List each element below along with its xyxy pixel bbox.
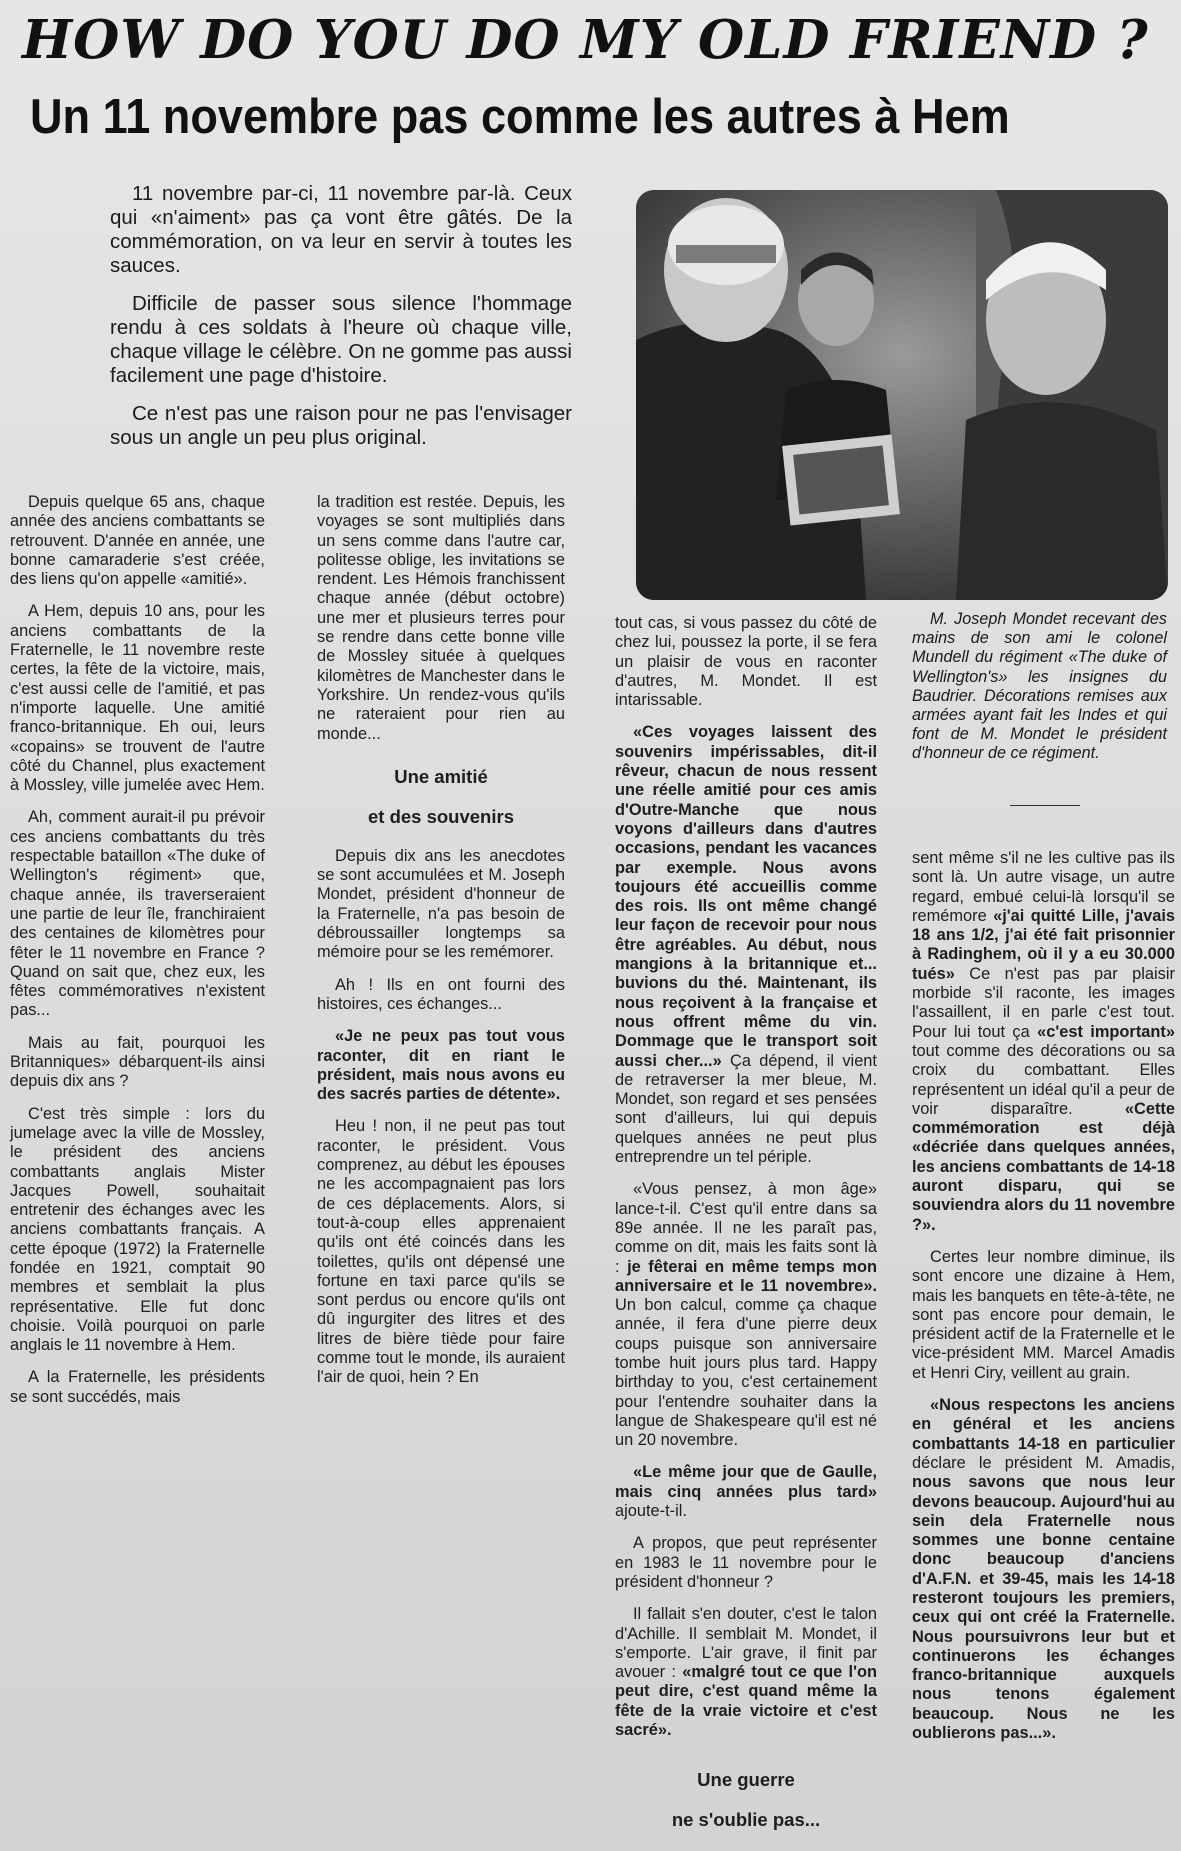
paragraph	[912, 849, 1175, 1235]
text: déclare le président M. Amadis,	[912, 1453, 1175, 1472]
quote: nous savons que nous leur devons beaucoup. Aujourd'hui au sein dela Fraternelle nous sommes une bonne centaine donc beaucoup d'anciens d'A.F.N. et 39-45, mais les 14-18 resteront toujours les premiers, ceux qui ont créé la Fraternelle. Nous poursuivrons leur but et continuerons les échanges franco-britannique auxquels nous tenons également beaucoup. Nous ne les oublierons pas...».	[912, 1473, 1175, 1743]
quote: «Je ne peux pas tout vous raconter, dit en riant le président, mais nous avons eu des sacrés parties de détente».	[317, 1027, 565, 1104]
photo-illustration	[636, 190, 1168, 600]
paragraph: Ah, comment aurait-il pu prévoir ces anciens combattants du très respectable bataillon «The duke of Wellington's régiment» que, chaque année, ils traverseraient une partie de leur île, franchiraient des centaines de kilomètres pour fêter le 11 novembre en France ? Quand on sait que, chez eux, les fêtes commémoratives n'existent pas...	[10, 808, 265, 1020]
subhead-line: Une amitié	[394, 765, 488, 787]
subhead-friendship	[317, 757, 565, 837]
article-photo	[636, 190, 1168, 600]
paragraph: tout cas, si vous passez du côté de chez lui, poussez la porte, il se fera un plaisir de vous en raconter d'autres, M. Mondet. Il est intarissable.	[615, 614, 877, 710]
photo-caption	[912, 610, 1167, 764]
text: Ça dépend, il vient de retraverser la mer bleue, M. Mondet, son regard et ses pensées sont d'ailleurs, lui qui depuis quelques années ne peut plus entreprendre un tel périple.	[615, 1051, 877, 1167]
column-3	[615, 614, 877, 1850]
paragraph	[615, 1180, 877, 1450]
text: Un bon calcul, comme ça chaque année, il fera d'une pierre deux coups puisque son anniversaire tombe huit jours plus tard. Happy birthday to you, c'est certainement pour l'entendre souhaiter dans la langue de Shakespeare qu'il est né un 20 novembre.	[615, 1296, 877, 1450]
paragraph: A Hem, depuis 10 ans, pour les anciens combattants de la Fraternelle, le 11 novembre reste certes, la fête de la victoire, mais, c'est aussi celle de l'amitié, et pas n'importe laquelle. Une amitié franco-britannique. Eh oui, leurs «copains» se trouvent de l'autre côté du Channel, plus exactement à Mossley, ville jumelée avec Hem.	[10, 602, 265, 795]
text: Ce n'est pas par plaisir morbide s'il raconte, les images l'assaillent, il en parle c'est tout. Pour lui tout ça	[912, 964, 1175, 1041]
intro-paragraph: 11 novembre par-ci, 11 novembre par-là. Ceux qui «n'aiment» pas ça vont être gâtés. De la commémoration, on va leur en servir à toutes les sauces.	[110, 182, 572, 277]
column-1	[10, 493, 265, 1420]
paragraph: Depuis quelque 65 ans, chaque année des anciens combattants se retrouvent. D'année en année, une bonne camaraderie s'est créée, des liens qu'on appelle «amitié».	[10, 493, 265, 589]
paragraph: C'est très simple : lors du jumelage avec la ville de Mossley, le président des anciens combattants anglais Mister Jacques Powell, souhaitait entretenir des échanges avec les anciens combattants français. A cette époque (1972) la Fraternelle fondée en 1921, comptait 90 membres et semblait la plus représentative. Elle fut donc choisie. Voilà pourquoi on parle anglais le 11 novembre à Hem.	[10, 1104, 265, 1355]
paragraph	[615, 1605, 877, 1740]
quote-paragraph	[317, 1027, 565, 1104]
paragraph	[615, 1463, 877, 1521]
intro-paragraph: Ce n'est pas une raison pour ne pas l'envisager sous un angle un peu plus original.	[110, 402, 572, 449]
quote: «malgré tout ce que l'on peut dire, c'est quand même la fête de la vraie victoire et c'est sacré».	[615, 1663, 877, 1740]
article-headline: Un 11 novembre pas comme les autres à Hem	[30, 90, 1010, 144]
text: ajoute-t-il.	[615, 1502, 687, 1521]
quote: je fêterai en même temps mon anniversaire et le 11 novembre».	[615, 1257, 877, 1295]
article-intro	[110, 182, 572, 464]
article-kicker: HOW DO YOU DO MY OLD FRIEND ?	[22, 9, 1149, 71]
paragraph: Mais au fait, pourquoi les Britanniques» débarquent-ils ainsi depuis dix ans ?	[10, 1033, 265, 1091]
caption-text: M. Joseph Mondet recevant des mains de son ami le colonel Mundell du régiment «The duke of Wellington's» les insignes du Baudrier. Décorations remises aux armées ayant fait les Indes et qui font de M. Mondet le président d'honneur de ce régiment.	[912, 610, 1167, 763]
paragraph: Certes leur nombre diminue, ils sont encore une dizaine à Hem, mais les banquets en tête-à-tête, ne sont pas encore pour demain, le président actif de la Fraternelle et le vice-président MM. Marcel Amadis et Henri Ciry, veillent au grain.	[912, 1247, 1175, 1382]
subhead-line: et des souvenirs	[367, 805, 514, 827]
paragraph: Ah ! Ils en ont fourni des histoires, ces échanges...	[317, 975, 565, 1013]
paragraph: A la Fraternelle, les présidents se sont succédés, mais	[10, 1368, 265, 1406]
text: «Vous pensez, à mon âge» lance-t-il. C'est qu'il entre dans sa 89e année. Il ne les paraît pas, comme on dit, mais les faits sont là :	[615, 1180, 877, 1276]
column-2	[317, 493, 565, 1401]
text: sent même s'il ne les cultive pas ils sont là. Un autre visage, un autre regard, embué celui-là lorsqu'il se remémore	[912, 849, 1175, 925]
paragraph: A propos, que peut représenter en 1983 le 11 novembre pour le président d'honneur ?	[615, 1534, 877, 1591]
quote: «Le même jour que de Gaulle, mais cinq années plus tard»	[615, 1463, 877, 1501]
paragraph: Heu ! non, il ne peut pas tout raconter, le président. Vous comprenez, au début les épouses ne les accompagnaient pas lors de ces déplacements. Alors, si tout-à-coup elles apprenaient qu'ils ont été coincés dans les toilettes, qu'ils ont dépensé une fortune en taxi parce qu'ils se sont perdus ou encore qu'ils ont dû ingurgiter des litres et des litres de bière tiède pour faire comme tout le monde, ils auraient l'air de quoi, hein ? En	[317, 1117, 565, 1387]
caption-divider	[1010, 805, 1080, 806]
text: tout comme des décorations ou sa croix du combattant. Elles représentent un idéal qu'il a peur de voir disparaître.	[912, 1041, 1175, 1118]
subhead-line: Une guerre	[697, 1769, 795, 1791]
quote: «c'est important»	[1037, 1022, 1175, 1041]
intro-paragraph: Difficile de passer sous silence l'hommage rendu à ces soldats à l'heure où chaque ville, chaque village le célèbre. On ne gomme pas aussi facilement une page d'histoire.	[110, 292, 572, 387]
subhead-war	[615, 1760, 877, 1840]
quote: «j'ai quitté Lille, j'avais 18 ans 1/2, j'ai été fait prisonnier à Radinghem, où il y a eu 30.000 tués»	[912, 906, 1175, 983]
paragraph: la tradition est restée. Depuis, les voyages se sont multipliés dans un sens comme dans l'autre car, politesse oblige, les invitations se rendent. Les Hémois franchissent chaque année (début octobre) une mer et plusieurs terres pour se rendre dans cette bonne ville de Mossley située à quelques kilomètres de Manchester dans le Yorkshire. Un rendez-vous qu'ils ne rateraient pour rien au monde...	[317, 493, 565, 743]
subhead-line: ne s'oublie pas...	[671, 1809, 821, 1831]
quote-paragraph	[615, 723, 877, 1167]
quote: «Nous respectons les anciens en général et les anciens combattants 14-18 en particulier	[912, 1396, 1175, 1453]
column-4	[912, 849, 1175, 1756]
paragraph	[912, 1396, 1175, 1743]
quote: «Cette commémoration est déjà «décriée dans quelques années, les anciens combattants de 14-18 auront disparu, qui se souviendra alors du 11 novembre ?».	[912, 1099, 1175, 1234]
quote: «Ces voyages laissent des souvenirs impérissables, dit-il rêveur, chacun de nous ressent une réelle amitié pour ces amis d'Outre-Manche que nous voyons d'ailleurs dans d'autres occasions, pendant les vacances par exemple. Nous avons toujours été accueillis comme des rois. Ils ont même changé leur façon de recevoir pour nous être agréables. Au début, nous mangions à la britannique et... buvions du thé. Maintenant, ils nous reçoivent à la française et nous offrent même du vin. Dommage que le transport soit aussi cher...»	[615, 723, 877, 1070]
text: Il fallait s'en douter, c'est le talon d'Achille. Il semblait M. Mondet, il s'emporte. L'air grave, il finit par avouer :	[615, 1605, 877, 1682]
paragraph: Depuis dix ans les anecdotes se sont accumulées et M. Joseph Mondet, président d'honneur de la Fraternelle, n'a pas besoin de débroussailler longtemps sa mémoire pour se les remémorer.	[317, 846, 565, 962]
